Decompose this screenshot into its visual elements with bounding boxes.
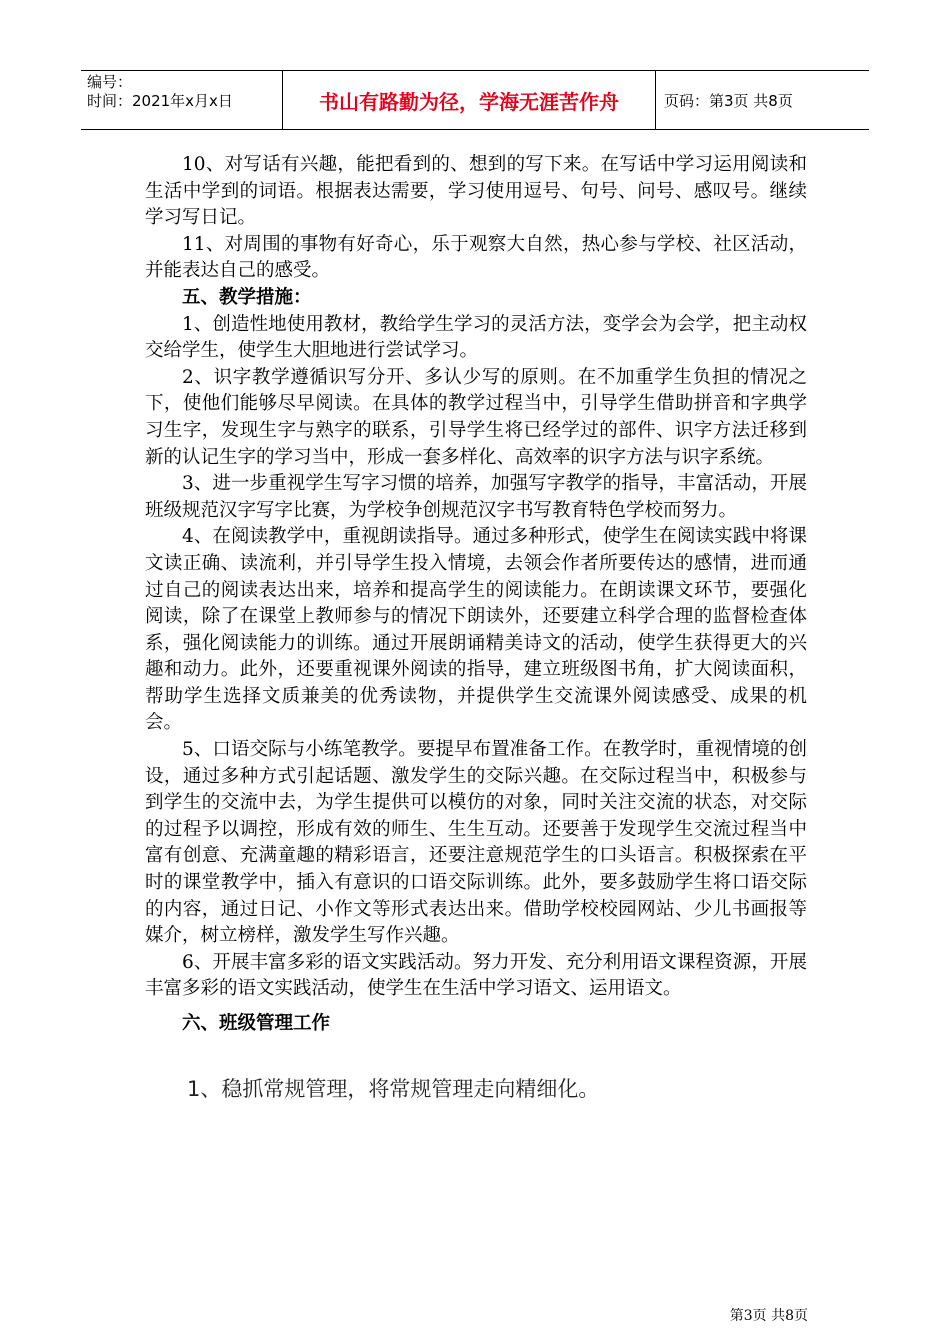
section-5-item-5: 5、口语交际与小练笔教学。要提早布置准备工作。在教学时，重视情境的创设，通过多种方式引起话题、激发学生的交际兴趣。在交际过程当中，积极参与到学生的交流中去，为学生提供可以模仿的对象，同时关注交流的状态，对交际的过程予以调控，形成有效的师生、生生互动。还要善于发现学生交流过程当中富有创意、充满童趣的精彩语言，还要注意规范学生的口头语言。积极探索在平时的课堂教学中，插入有意识的口语交际训练。此外，要多鼓励学生将口语交际的内容，通过日记、小作文等形式表达出来。借助学校校园网站、少儿书画报等媒介，树立榜样，激发学生写作兴趣。 (145, 739, 807, 947)
page-header (81, 70, 869, 130)
header-motto: 书山有路勤为径，学海无涯苦作舟 (283, 71, 656, 129)
section-5-item-1: 1、创造性地使用教材，教给学生学习的灵活方法，变学会为会学，把主动权交给学生，使学生大胆地进行尝试学习。 (145, 313, 807, 362)
paragraph-item-11: 11、对周围的事物有好奇心，乐于观察大自然，热心参与学校、社区活动，并能表达自己的感受。 (145, 233, 807, 282)
section-5-heading: 五、教学措施： (182, 286, 312, 308)
page-footer: 第3页 共8页 (729, 1308, 808, 1324)
section-6-heading: 六、班级管理工作 (182, 1013, 331, 1034)
document-body (145, 152, 807, 1104)
document-number-label: 编号： (87, 73, 133, 91)
header-meta (81, 71, 283, 129)
document-date-label: 时间：2021年x月x日 (87, 92, 233, 110)
section-6-item-1: 1、稳抓常规管理，将常规管理走向精细化。 (187, 1076, 600, 1101)
section-5-item-2: 2、识字教学遵循识写分开、多认少写的原则。在不加重学生负担的情况之下，使他们能够尽早阅读。在具体的教学过程当中，引导学生借助拼音和字典学习生字，发现生字与熟字的联系，引导学生将已经学过的部件、识字方法迁移到新的认记生字的学习当中，形成一套多样化、高效率的识字方法与识字系统。 (145, 366, 807, 468)
section-5-item-6: 6、开展丰富多彩的语文实践活动。努力开发、充分利用语文课程资源，开展丰富多彩的语文实践活动，使学生在生活中学习语文、运用语文。 (145, 951, 807, 1000)
header-page-number: 页码：第3页 共8页 (664, 91, 793, 110)
section-5-item-3: 3、进一步重视学生写字习惯的培养，加强写字教学的指导，丰富活动，开展班级规范汉字写字比赛，为学校争创规范汉字书写教育特色学校而努力。 (145, 473, 807, 521)
paragraph-item-10: 10、对写话有兴趣，能把看到的、想到的写下来。在写话中学习运用阅读和生活中学到的词语。根据表达需要，学习使用逗号、句号、问号、感叹号。继续学习写日记。 (145, 154, 807, 229)
section-5-item-4: 4、在阅读教学中，重视朗读指导。通过多种形式，使学生在阅读实践中将课文读正确、读流利，并引导学生投入情境，去领会作者所要传达的感情，进而通过自己的阅读表达出来，培养和提高学生的阅读能力。在朗读课文环节，要强化阅读，除了在课堂上教师参与的情况下朗读外，还要建立科学合理的监督检查体系，强化阅读能力的训练。通过开展朗诵精美诗文的活动，使学生获得更大的兴趣和动力。此外，还要重视课外阅读的指导，建立班级图书角，扩大阅读面积，帮助学生选择文质兼美的优秀读物，并提供学生交流课外阅读感受、成果的机会。 (145, 526, 807, 734)
